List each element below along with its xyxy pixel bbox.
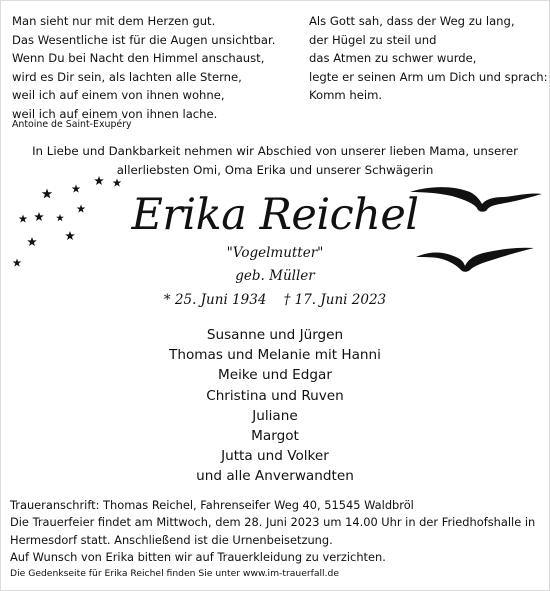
poem-right-line: das Atmen zu schwer wurde, xyxy=(309,51,477,65)
mourning-address: Traueranschrift: Thomas Reichel, Fahrenseifer Weg 40, 51545 Waldbröl xyxy=(10,498,414,512)
deceased-name: Erika Reichel xyxy=(131,190,419,240)
service-info-line-1: Die Trauerfeier findet am Mittwoch, dem 28. Juni 2023 um 14.00 Uhr in der Friedhofshalle in xyxy=(10,515,536,530)
poem-right xyxy=(309,12,548,105)
poem-left-line: weil ich auf einem von ihnen wohne, xyxy=(12,88,225,102)
service-info-line-2: Hermesdorf statt. Anschließend ist die Urnenbeisetzung. xyxy=(10,532,333,547)
mourner-entry: Christina und Ruven xyxy=(206,387,344,404)
mourner-entry: Margot xyxy=(251,427,299,444)
star-icon xyxy=(94,176,104,185)
poem-left-line: weil ich auf einem von ihnen lache. xyxy=(12,106,218,121)
poem-right-line: legte er seinen Arm um Dich und sprach: xyxy=(309,69,548,84)
mourner-entry: Thomas und Melanie mit Hanni xyxy=(169,347,381,364)
mourner-entry: Juliane xyxy=(252,407,298,424)
deceased-nickname: "Vogelmutter" xyxy=(226,245,324,261)
deceased-dates: * 25. Juni 1934 † 17. Juni 2023 xyxy=(163,292,387,308)
mourners-list xyxy=(0,325,550,487)
intro-line-2: allerliebsten Omi, Oma Erika und unserer Schwägerin xyxy=(116,162,434,177)
poem-left-line: wird es Dir sein, als lachten alle Sterne, xyxy=(12,69,242,84)
mourner-entry: Meike und Edgar xyxy=(218,367,332,384)
footer-info xyxy=(10,497,535,567)
poem-author: Antoine de Saint-Exupéry xyxy=(12,119,132,130)
poem-left xyxy=(12,12,275,123)
poem-left-line: Wenn Du bei Nacht den Himmel anschaust, xyxy=(12,51,265,65)
mourner-entry: und alle Anverwandten xyxy=(196,468,354,485)
memorial-page-note: Die Gedenkseite für Erika Reichel finden Sie unter www.im-trauerfall.de xyxy=(10,568,340,579)
deceased-maiden-name: geb. Müller xyxy=(235,268,315,284)
poem-right-line: Als Gott sah, dass der Weg zu lang, xyxy=(309,14,515,28)
poem-left-line: Das Wesentliche ist für die Augen unsichtbar. xyxy=(12,32,276,47)
dress-request: Auf Wunsch von Erika bitten wir auf Trauerkleidung zu verzichten. xyxy=(10,550,386,565)
star-icon xyxy=(113,179,122,187)
mourner-entry: Jutta und Volker xyxy=(221,448,329,465)
poem-left-line: Man sieht nur mit dem Herzen gut. xyxy=(12,14,216,28)
poem-right-line: Komm heim. xyxy=(309,88,383,102)
poem-right-line: der Hügel zu steil und xyxy=(309,32,437,47)
intro-line-1: In Liebe und Dankbarkeit nehmen wir Abschied von unserer lieben Mama, unserer xyxy=(32,144,518,158)
mourner-entry: Susanne und Jürgen xyxy=(206,327,344,343)
